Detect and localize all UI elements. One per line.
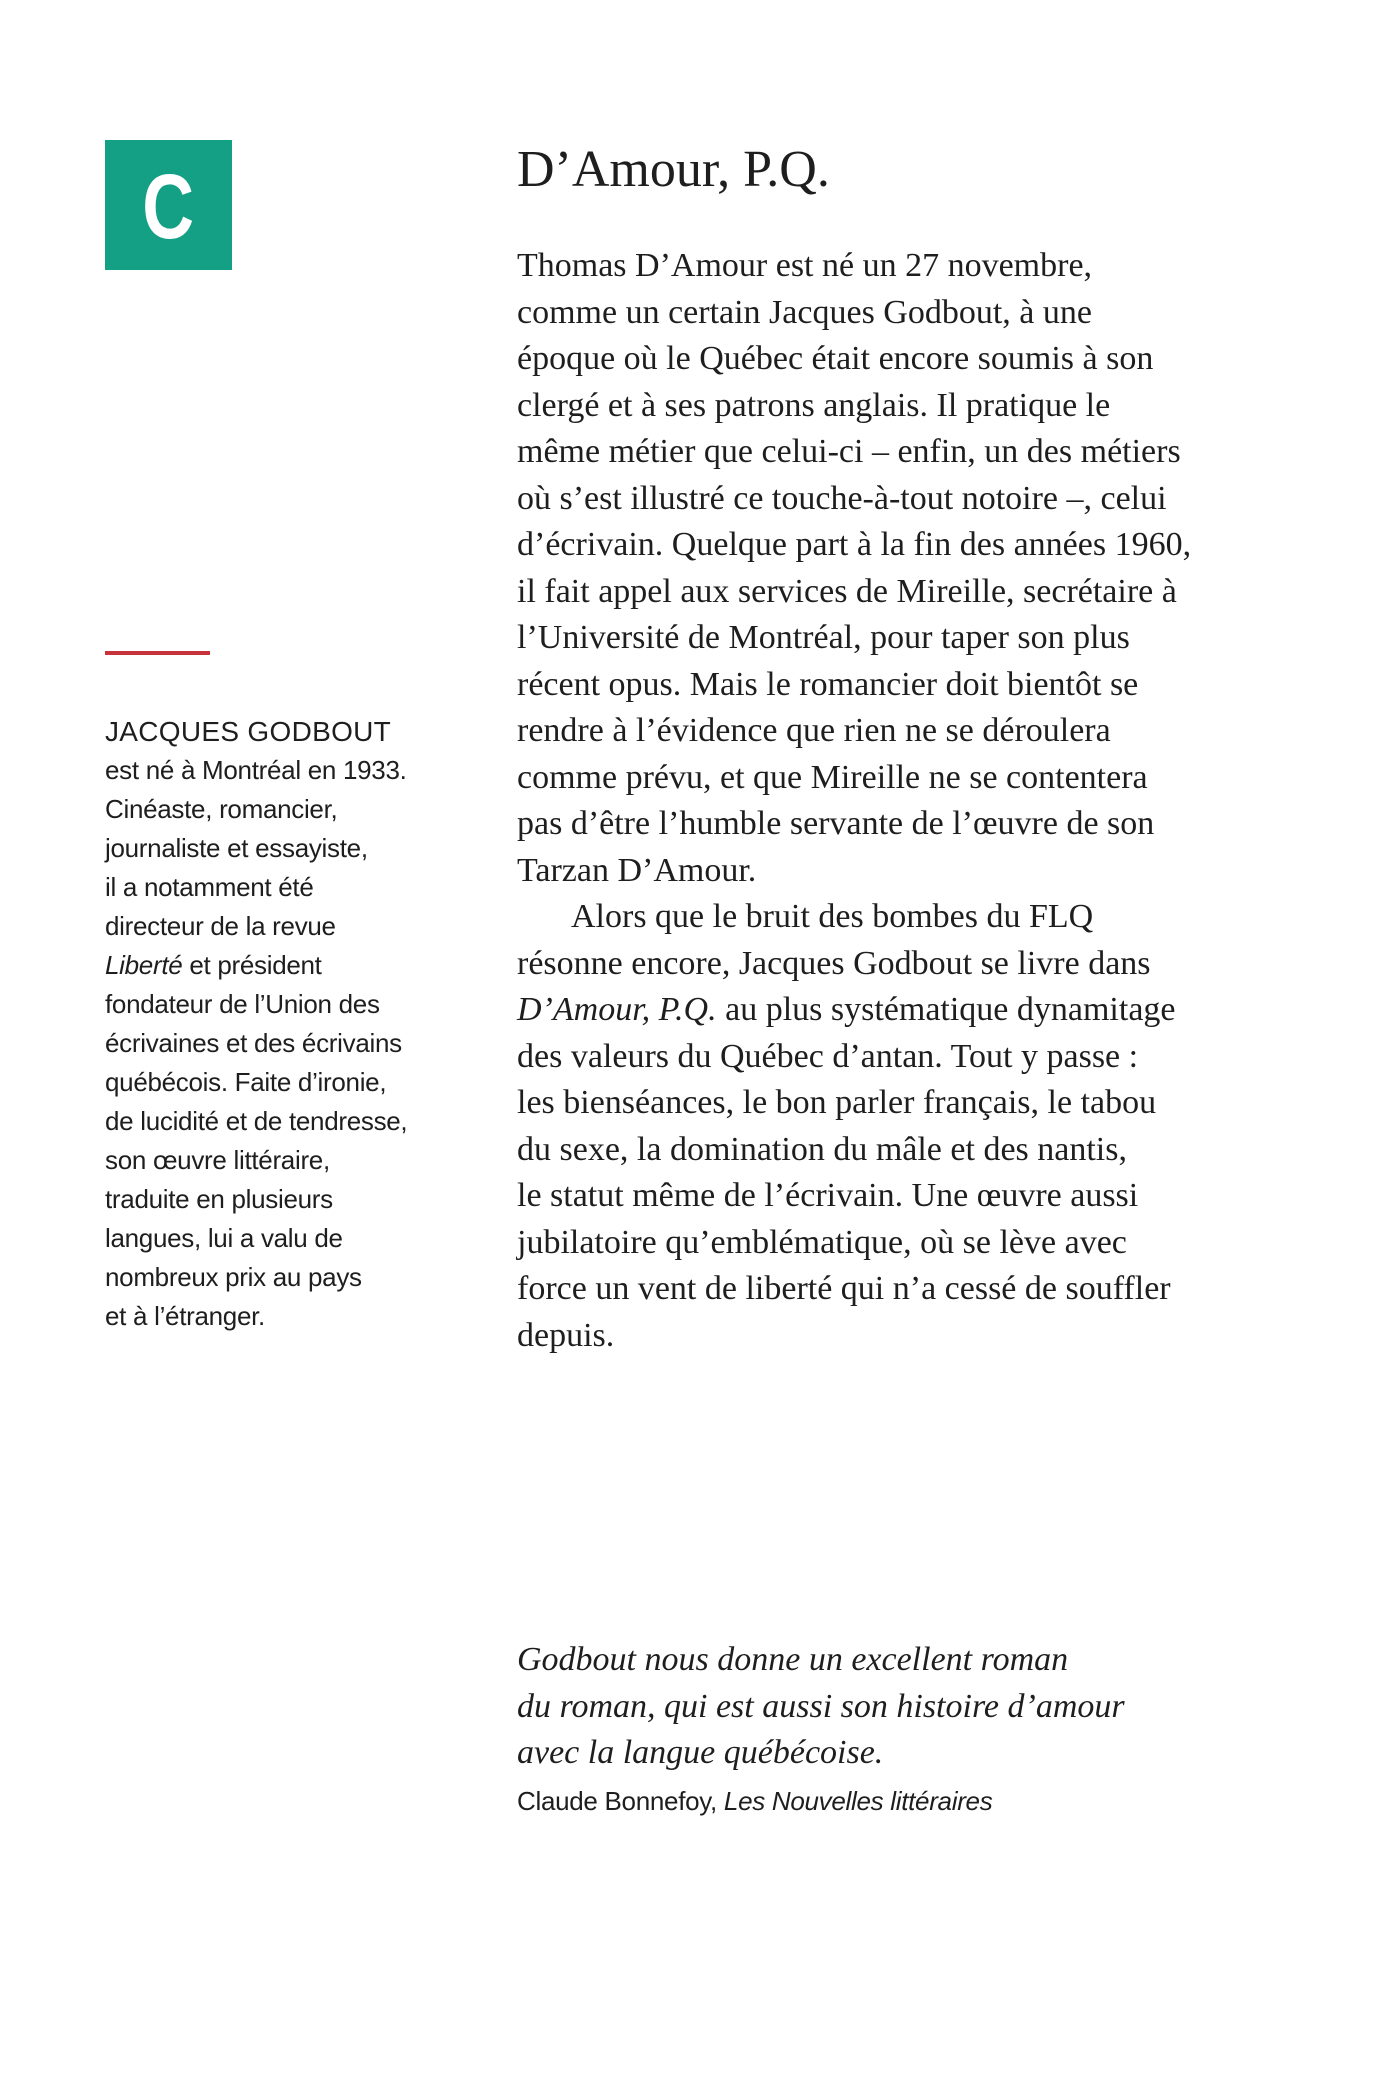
description-line: même métier que celui-ci – enfin, un des métiers [517, 433, 1181, 470]
description-line: comme un certain Jacques Godbout, à une [517, 293, 1092, 331]
description-line: où s’est illustré ce touche-à-tout notoire –, celui [517, 479, 1167, 517]
quote-line: avec la langue québécoise. [517, 1734, 884, 1771]
description-line [517, 987, 1317, 1034]
author-name: JACQUES GODBOUT [105, 716, 392, 747]
author-bio [105, 712, 485, 1336]
description-line: clergé et à ses patrons anglais. Il pratique le [517, 386, 1111, 424]
description-line: résonne encore, Jacques Godbout se livre dans [517, 944, 1151, 982]
description-line: pas d’être l’humble servante de l’œuvre de son [517, 805, 1155, 842]
description-line: Tarzan D’Amour. [517, 851, 757, 889]
description-line: l’Université de Montréal, pour taper son plus [517, 619, 1130, 656]
description-line: force un vent de liberté qui n’a cessé de souffler [517, 1270, 1171, 1307]
quote-author: Claude Bonnefoy, [517, 1786, 724, 1816]
bio-line: et à l’étranger. [105, 1301, 265, 1331]
bio-line: québécois. Faite d’ironie, [105, 1067, 387, 1097]
description-line: les bienséances, le bon parler français, le tabou [517, 1084, 1157, 1121]
book-title: D’Amour, P.Q. [517, 141, 830, 198]
description-line-text: au plus systématique dynamitage [716, 991, 1176, 1028]
bio-line: langues, lui a valu de [105, 1223, 343, 1253]
category-letter: C [142, 156, 195, 258]
quote-attribution [517, 1783, 992, 1819]
bio-line: Cinéaste, romancier, [105, 794, 338, 824]
bio-line: écrivaines et des écrivains [105, 1028, 402, 1058]
bio-line: directeur de la revue [105, 911, 336, 941]
category-badge [105, 140, 232, 270]
description-line: Alors que le bruit des bombes du FLQ [571, 898, 1094, 935]
description-line: rendre à l’évidence que rien ne se déroulera [517, 712, 1111, 749]
bio-line: il a notamment été [105, 872, 314, 902]
bio-line: de lucidité et de tendresse, [105, 1106, 408, 1136]
bio-line: nombreux prix au pays [105, 1262, 362, 1292]
red-divider [105, 651, 210, 655]
quote-line: Godbout nous donne un excellent roman [517, 1641, 1069, 1678]
description-line: le statut même de l’écrivain. Une œuvre aussi [517, 1177, 1139, 1214]
description-line: jubilatoire qu’emblématique, où se lève avec [517, 1223, 1127, 1261]
magazine-title: Liberté [105, 950, 183, 980]
description-line: époque où le Québec était encore soumis à son [517, 340, 1154, 377]
bio-line-text: et président [182, 950, 322, 980]
description-line: du sexe, la domination du mâle et des nantis, [517, 1130, 1127, 1168]
press-quote [517, 1637, 1317, 1777]
description-line: des valeurs du Québec d’antan. Tout y passe : [517, 1037, 1139, 1075]
bio-line: traduite en plusieurs [105, 1184, 333, 1214]
quote-line: du roman, qui est aussi son histoire d’amour [517, 1687, 1125, 1725]
book-description [517, 243, 1317, 1359]
bio-line: son œuvre littéraire, [105, 1145, 330, 1175]
bio-line: journaliste et essayiste, [105, 833, 368, 863]
description-line: d’écrivain. Quelque part à la fin des années 1960, [517, 526, 1192, 563]
inline-book-title: D’Amour, P.Q. [517, 991, 717, 1028]
description-line: récent opus. Mais le romancier doit bientôt se [517, 665, 1139, 703]
description-line: il fait appel aux services de Mireille, secrétaire à [517, 572, 1177, 610]
quote-source: Les Nouvelles littéraires [723, 1786, 993, 1816]
description-line: depuis. [517, 1316, 615, 1354]
description-line: comme prévu, et que Mireille ne se contentera [517, 758, 1148, 796]
bio-line [105, 946, 485, 985]
bio-line: est né à Montréal en 1933. [105, 755, 407, 785]
description-line: Thomas D’Amour est né un 27 novembre, [517, 247, 1093, 284]
bio-line: fondateur de l’Union des [105, 989, 380, 1019]
